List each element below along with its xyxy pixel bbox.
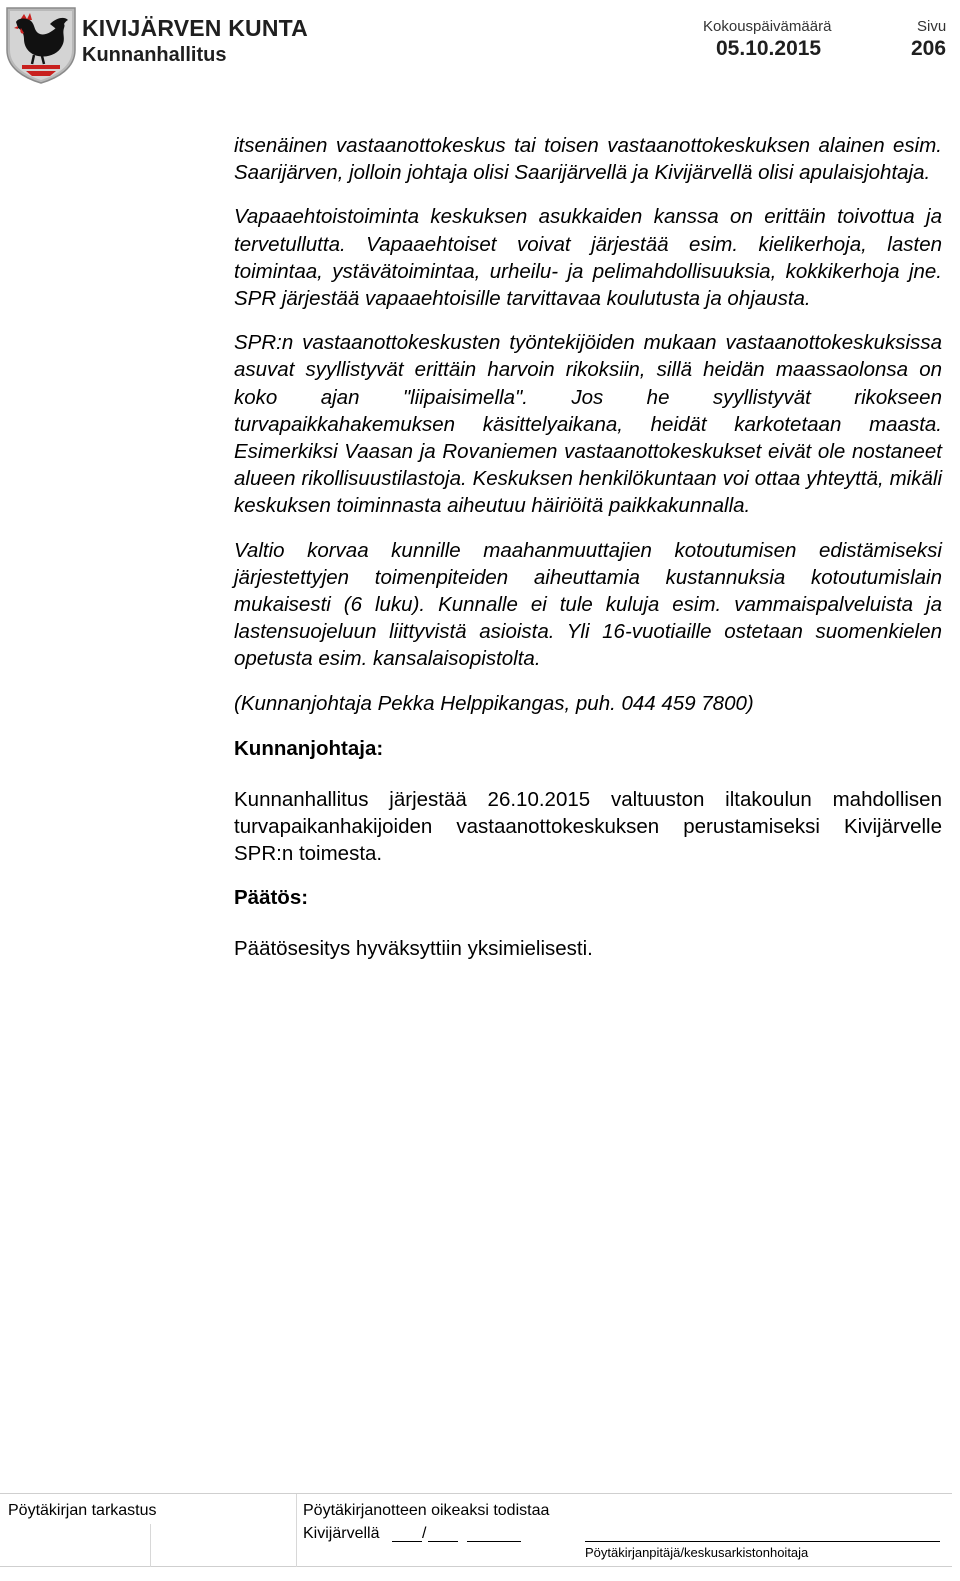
organization-name: KIVIJÄRVEN KUNTA — [82, 15, 308, 41]
signatory-role: Pöytäkirjanpitäjä/keskusarkistonhoitaja — [585, 1545, 809, 1560]
certification-place: Kivijärvellä — [303, 1525, 380, 1542]
paragraph-volunteering: Vapaaehtoistoiminta keskuksen asukkaiden kanssa on erittäin toivottua ja tervetullutta. Vapaaehtoiset voivat järjestää esim. kielikerhoja, lasten toimintaa, ystävätoimintaa, urheilu- ja pelimahdollisuuksia, kokkikerhoja jne. SPR järjestää vapaaehtoisille tarvittavaa koulutusta ja ohjausta. — [234, 205, 942, 311]
proposal-heading: Kunnanjohtaja: — [234, 736, 384, 760]
contact-line: (Kunnanjohtaja Pekka Helppikangas, puh. 044 459 7800) — [234, 691, 754, 715]
paragraph-reception-centre: itsenäinen vastaanottokeskus tai toisen vastaanottokeskuksen alainen esim. Saarijärven, jolloin johtaja olisi Saarijärvellä ja Kivijärvellä olisi apulaisjohtaja. — [234, 134, 942, 185]
footer-divider — [150, 1524, 151, 1567]
minutes-review-label: Pöytäkirjan tarkastus — [8, 1502, 157, 1519]
document-header — [0, 0, 960, 90]
month-blank-line — [428, 1541, 458, 1542]
document-body — [234, 132, 942, 963]
proposal-text: Kunnanhallitus järjestää 26.10.2015 valtuuston iltakoulun mahdollisen turvapaikanhakijoiden vastaanottokeskuksen perustamiseksi Kivijärvelle SPR:n toimesta. — [234, 787, 942, 866]
footer-divider — [296, 1494, 297, 1567]
paragraph-state-compensation: Valtio korvaa kunnille maahanmuuttajien kotoutumisen edistämiseksi järjestettyjen toimenpiteiden aiheuttamia kustannuksia kotoutumislain mukaisesti (6 luku). Kunnalle ei tule kuluja esim. vammaispalveluista ja lastensuojeluun liittyvistä asioista. Yli 16-vuotiaille ostetaan suomenkielen opetusta esim. kansalaisopistolta. — [234, 538, 942, 671]
extract-certification-label: Pöytäkirjanotteen oikeaksi todistaa — [303, 1502, 550, 1519]
document-footer — [0, 1493, 952, 1567]
meeting-date: 05.10.2015 — [716, 37, 822, 60]
organization-unit: Kunnanhallitus — [82, 44, 227, 66]
day-blank-line — [392, 1541, 422, 1542]
page-number: 206 — [911, 37, 947, 60]
decision-heading: Päätös: — [234, 886, 309, 910]
rooster-crest-icon — [4, 6, 78, 84]
meeting-date-label: Kokouspäivämäärä — [703, 18, 832, 35]
date-separator: / — [422, 1525, 427, 1542]
signature-line — [585, 1541, 940, 1542]
year-blank-line — [467, 1541, 521, 1542]
decision-text: Päätösesitys hyväksyttiin yksimielisesti. — [234, 937, 593, 961]
paragraph-crime: SPR:n vastaanottokeskusten työntekijöiden mukaan vastaanottokeskuksissa asuvat syyllistyvät erittäin harvoin rikoksiin, sillä heidän maassaolonsa on koko ajan "liipaisimella". Jos he syyllistyvät rikokseen turvapaikkahakemuksen käsittelyaikana, heidät karkotetaan maasta. Esimerkiksi Vaasan ja Rovaniemen vastaanottokeskukset eivät ole nostaneet alueen rikollisuustilastoja. Keskuksen henkilökuntaan voi ottaa yhteyttä, mikäli keskuksen toiminnasta aiheutuu häiriöitä paikkakunnalla. — [234, 331, 942, 518]
page-number-label: Sivu — [917, 18, 947, 35]
